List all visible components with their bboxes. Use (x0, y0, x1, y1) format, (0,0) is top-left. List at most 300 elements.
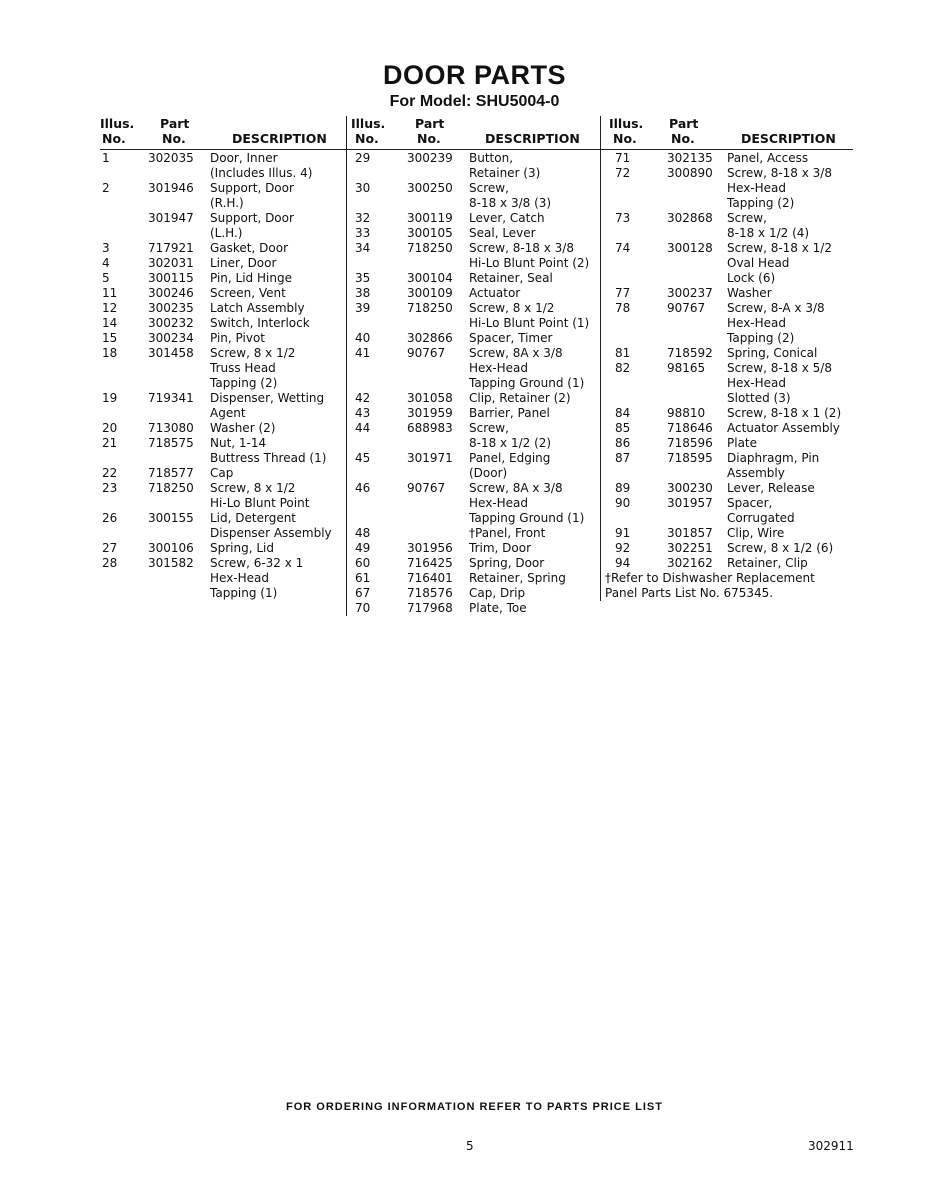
table-row (347, 346, 601, 361)
description: Screw, 8A x 3/8 (469, 346, 563, 360)
table-row (100, 571, 346, 586)
description: Pin, Lid Hinge (210, 271, 292, 285)
description: Hex-Head (210, 571, 270, 585)
part-no: 716401 (407, 571, 453, 585)
table-row (100, 181, 346, 196)
illus-no: 5 (102, 271, 110, 285)
part-no: 302162 (667, 556, 713, 570)
part-no: 301947 (148, 211, 194, 225)
part-no-header: No. (417, 131, 441, 146)
table-row (100, 316, 346, 331)
description: (Includes Illus. 4) (210, 166, 313, 180)
part-no: 301058 (407, 391, 453, 405)
description: Screw, 6-32 x 1 (210, 556, 304, 570)
part-no: 300106 (148, 541, 194, 555)
table-row (347, 301, 601, 316)
description: Hi-Lo Blunt Point (210, 496, 310, 510)
part-no: 301959 (407, 406, 453, 420)
model-subtitle: For Model: SHU5004-0 (389, 93, 560, 110)
column-header (100, 116, 346, 150)
table-row (347, 391, 601, 406)
table-row (100, 481, 346, 496)
description: Washer (2) (210, 421, 276, 435)
table-row (100, 496, 346, 511)
description: 8-18 x 1/2 (4) (727, 226, 810, 240)
table-row (601, 541, 853, 556)
parts-column-3 (600, 116, 853, 601)
table-row (347, 571, 601, 586)
part-no: 716425 (407, 556, 453, 570)
table-row (347, 421, 601, 436)
table-row (100, 586, 346, 601)
illus-no: 41 (355, 346, 371, 360)
part-no: 302135 (667, 151, 713, 165)
table-row (100, 436, 346, 451)
part-no: 718595 (667, 451, 713, 465)
illus-no: 86 (615, 436, 631, 450)
description: Screw, 8-A x 3/8 (727, 301, 825, 315)
rows-container (100, 150, 346, 601)
table-row (601, 211, 853, 226)
illus-no: 78 (615, 301, 631, 315)
table-row (347, 376, 601, 391)
illus-no: 33 (355, 226, 371, 240)
illus-no: 49 (355, 541, 371, 555)
description: Actuator Assembly (727, 421, 840, 435)
description: Retainer, Seal (469, 271, 553, 285)
part-no: 300105 (407, 226, 453, 240)
illus-no: 12 (102, 301, 118, 315)
description-header: DESCRIPTION (485, 131, 580, 146)
description: Clip, Retainer (2) (469, 391, 571, 405)
table-row (347, 361, 601, 376)
table-row (347, 556, 601, 571)
part-no: 98810 (667, 406, 706, 420)
illus-no: 82 (615, 361, 631, 375)
description: Tapping (2) (210, 376, 278, 390)
description: Assembly (727, 466, 785, 480)
part-no: 688983 (407, 421, 453, 435)
part-no: 300246 (148, 286, 194, 300)
table-row (601, 346, 853, 361)
description: Lever, Catch (469, 211, 545, 225)
part-no: 718576 (407, 586, 453, 600)
document-number: 302911 (808, 1139, 854, 1153)
table-row (347, 211, 601, 226)
table-row (601, 436, 853, 451)
illus-no: 27 (102, 541, 118, 555)
table-row (347, 286, 601, 301)
table-row (100, 376, 346, 391)
description: Spring, Door (469, 556, 545, 570)
rows-container (347, 150, 601, 616)
page-number: 5 (466, 1139, 474, 1153)
table-row (100, 526, 346, 541)
illus-no: 91 (615, 526, 631, 540)
description: Tapping Ground (1) (469, 376, 585, 390)
illus-no: 45 (355, 451, 371, 465)
illus-header: Illus. (100, 116, 135, 131)
description: Screw, 8-18 x 1 (2) (727, 406, 842, 420)
part-header: Part (669, 116, 699, 131)
illus-no: 44 (355, 421, 371, 435)
table-row (601, 511, 853, 526)
description: Screw, 8-18 x 3/8 (469, 241, 574, 255)
table-row (601, 361, 853, 376)
table-row (347, 436, 601, 451)
table-row (100, 331, 346, 346)
part-no: 300890 (667, 166, 713, 180)
table-row (100, 556, 346, 571)
illus-no: 32 (355, 211, 371, 225)
part-no: 301971 (407, 451, 453, 465)
description: Hex-Head (727, 376, 787, 390)
footnote-line: Panel Parts List No. 675345. (605, 586, 774, 600)
description: Switch, Interlock (210, 316, 310, 330)
description: Tapping Ground (1) (469, 511, 585, 525)
part-no: 718250 (407, 301, 453, 315)
illus-no: 74 (615, 241, 631, 255)
illus-no: 20 (102, 421, 118, 435)
illus-no: 46 (355, 481, 371, 495)
part-no: 718250 (407, 241, 453, 255)
description: Screw, (469, 181, 509, 195)
illus-no: 38 (355, 286, 371, 300)
description: Spring, Lid (210, 541, 274, 555)
table-row (100, 211, 346, 226)
table-row (601, 271, 853, 286)
illus-no: 81 (615, 346, 631, 360)
part-no: 300237 (667, 286, 713, 300)
description: Plate, Toe (469, 601, 527, 615)
column-header (601, 116, 853, 150)
table-row (347, 586, 601, 601)
table-row (601, 556, 853, 571)
description: Lid, Detergent (210, 511, 297, 525)
part-no: 719341 (148, 391, 194, 405)
description: Seal, Lever (469, 226, 536, 240)
description: Spacer, Timer (469, 331, 553, 345)
description: Hi-Lo Blunt Point (1) (469, 316, 590, 330)
table-row (100, 391, 346, 406)
table-row (100, 271, 346, 286)
illus-no: 72 (615, 166, 631, 180)
table-row (347, 601, 601, 616)
description: Screw, 8 x 1/2 (6) (727, 541, 834, 555)
description: Hex-Head (727, 316, 787, 330)
description: Actuator (469, 286, 521, 300)
table-row (100, 421, 346, 436)
table-row (347, 166, 601, 181)
description: Screw, (727, 211, 767, 225)
part-no-header: No. (671, 131, 695, 146)
description: Nut, 1-14 (210, 436, 267, 450)
part-no: 300115 (148, 271, 194, 285)
illus-no: 34 (355, 241, 371, 255)
illus-no: 89 (615, 481, 631, 495)
illus-no: 61 (355, 571, 371, 585)
description: Retainer (3) (469, 166, 541, 180)
description: Screen, Vent (210, 286, 286, 300)
illus-no: 43 (355, 406, 371, 420)
table-row (100, 451, 346, 466)
table-row (347, 196, 601, 211)
illus-no: 67 (355, 586, 371, 600)
part-no: 718250 (148, 481, 194, 495)
part-no: 302031 (148, 256, 194, 270)
description: Clip, Wire (727, 526, 785, 540)
part-no: 302866 (407, 331, 453, 345)
illus-no: 71 (615, 151, 631, 165)
part-no: 718575 (148, 436, 194, 450)
part-no: 300128 (667, 241, 713, 255)
illus-no: 1 (102, 151, 110, 165)
part-no: 98165 (667, 361, 706, 375)
description: Hex-Head (727, 181, 787, 195)
table-row (347, 181, 601, 196)
illus-no: 4 (102, 256, 110, 270)
description: Liner, Door (210, 256, 277, 270)
part-no: 300230 (667, 481, 713, 495)
table-row (601, 376, 853, 391)
description: Cap (210, 466, 234, 480)
illus-no: 35 (355, 271, 371, 285)
description: Panel, Edging (469, 451, 551, 465)
description: Trim, Door (469, 541, 532, 555)
table-row (601, 496, 853, 511)
ordering-info-footer: FOR ORDERING INFORMATION REFER TO PARTS PRICE LIST (286, 1101, 663, 1113)
illus-no: 42 (355, 391, 371, 405)
description: Support, Door (210, 211, 294, 225)
illus-no: 29 (355, 151, 371, 165)
part-no: 90767 (667, 301, 706, 315)
description: Truss Head (210, 361, 276, 375)
illus-no: 94 (615, 556, 631, 570)
illus-no: 14 (102, 316, 118, 330)
description: Retainer, Spring (469, 571, 566, 585)
table-row (347, 466, 601, 481)
illus-no: 40 (355, 331, 371, 345)
part-no: 717968 (407, 601, 453, 615)
table-row (601, 196, 853, 211)
illus-no: 92 (615, 541, 631, 555)
table-row (601, 526, 853, 541)
table-row (601, 301, 853, 316)
part-no: 301957 (667, 496, 713, 510)
description: Screw, 8 x 1/2 (210, 481, 296, 495)
part-no: 302251 (667, 541, 713, 555)
table-row (347, 331, 601, 346)
table-row (601, 166, 853, 181)
description-header: DESCRIPTION (741, 131, 836, 146)
table-row (347, 256, 601, 271)
table-row (601, 241, 853, 256)
part-no: 713080 (148, 421, 194, 435)
table-row (601, 421, 853, 436)
part-no-header: No. (162, 131, 186, 146)
part-no: 300235 (148, 301, 194, 315)
description: Hi-Lo Blunt Point (2) (469, 256, 590, 270)
part-no: 301956 (407, 541, 453, 555)
table-row (601, 181, 853, 196)
table-row (601, 331, 853, 346)
description: Screw, 8-18 x 3/8 (727, 166, 832, 180)
description: Plate (727, 436, 758, 450)
column-header (347, 116, 601, 150)
illus-no: 26 (102, 511, 118, 525)
table-row (601, 316, 853, 331)
description: Screw, 8-18 x 1/2 (727, 241, 832, 255)
description: Panel, Access (727, 151, 809, 165)
part-no: 718577 (148, 466, 194, 480)
illus-no: 19 (102, 391, 118, 405)
table-row (601, 391, 853, 406)
table-row (100, 466, 346, 481)
table-row (100, 406, 346, 421)
parts-column-1 (100, 116, 346, 601)
part-header: Part (415, 116, 445, 131)
illus-no: 48 (355, 526, 371, 540)
table-row (601, 256, 853, 271)
table-row (601, 286, 853, 301)
description: Spring, Conical (727, 346, 818, 360)
rows-container (601, 150, 853, 601)
table-row (100, 301, 346, 316)
table-row (347, 226, 601, 241)
part-no: 300119 (407, 211, 453, 225)
footnote-line: †Refer to Dishwasher Replacement (605, 571, 815, 585)
table-row (347, 541, 601, 556)
description: Cap, Drip (469, 586, 526, 600)
description: Lock (6) (727, 271, 776, 285)
table-row (601, 406, 853, 421)
parts-column-2 (346, 116, 601, 616)
illus-no: 23 (102, 481, 118, 495)
illus-no-header: No. (355, 131, 379, 146)
part-no: 302035 (148, 151, 194, 165)
description: Oval Head (727, 256, 790, 270)
table-row (601, 226, 853, 241)
part-no: 301857 (667, 526, 713, 540)
table-row (601, 451, 853, 466)
table-row (347, 511, 601, 526)
illus-no: 22 (102, 466, 118, 480)
table-row (100, 511, 346, 526)
part-no: 300234 (148, 331, 194, 345)
illus-no: 21 (102, 436, 118, 450)
description: Spacer, (727, 496, 773, 510)
illus-no: 30 (355, 181, 371, 195)
table-row (100, 346, 346, 361)
description: Washer (727, 286, 772, 300)
table-row (100, 151, 346, 166)
description: Gasket, Door (210, 241, 288, 255)
page-title: DOOR PARTS (382, 60, 566, 90)
description: Dispenser Assembly (210, 526, 332, 540)
table-row (347, 241, 601, 256)
illus-no: 3 (102, 241, 110, 255)
part-no: 717921 (148, 241, 194, 255)
description: Corrugated (727, 511, 795, 525)
table-row (347, 451, 601, 466)
description: Tapping (1) (210, 586, 278, 600)
table-row (347, 481, 601, 496)
illus-no-header: No. (613, 131, 637, 146)
description: Screw, 8 x 1/2 (469, 301, 555, 315)
description: Lever, Release (727, 481, 815, 495)
description: Screw, (469, 421, 509, 435)
description: 8-18 x 1/2 (2) (469, 436, 552, 450)
description: Latch Assembly (210, 301, 305, 315)
illus-no: 87 (615, 451, 631, 465)
description: Screw, 8 x 1/2 (210, 346, 296, 360)
illus-no: 11 (102, 286, 118, 300)
table-row (100, 226, 346, 241)
table-row (100, 166, 346, 181)
description: Screw, 8-18 x 5/8 (727, 361, 832, 375)
table-row (100, 256, 346, 271)
description: Support, Door (210, 181, 294, 195)
description: Agent (210, 406, 246, 420)
description: Diaphragm, Pin (727, 451, 820, 465)
part-no: 300104 (407, 271, 453, 285)
table-row (347, 526, 601, 541)
part-no: 302868 (667, 211, 713, 225)
illus-no: 60 (355, 556, 371, 570)
illus-no: 15 (102, 331, 118, 345)
table-row (347, 406, 601, 421)
description: Tapping (2) (727, 331, 795, 345)
description: Door, Inner (210, 151, 278, 165)
illus-no: 85 (615, 421, 631, 435)
part-header: Part (160, 116, 190, 131)
table-row (100, 241, 346, 256)
illus-no: 28 (102, 556, 118, 570)
illus-no: 84 (615, 406, 631, 420)
description: Tapping (2) (727, 196, 795, 210)
description: Hex-Head (469, 496, 529, 510)
illus-no: 73 (615, 211, 631, 225)
part-no: 301458 (148, 346, 194, 360)
table-row (347, 496, 601, 511)
part-no: 300232 (148, 316, 194, 330)
description: Slotted (3) (727, 391, 791, 405)
description: (L.H.) (210, 226, 243, 240)
description: Screw, 8A x 3/8 (469, 481, 563, 495)
description: Buttress Thread (1) (210, 451, 327, 465)
table-row (347, 271, 601, 286)
part-no: 300155 (148, 511, 194, 525)
illus-no: 18 (102, 346, 118, 360)
part-no: 301582 (148, 556, 194, 570)
description-header: DESCRIPTION (232, 131, 327, 146)
illus-no-header: No. (102, 131, 126, 146)
illus-header: Illus. (609, 116, 644, 131)
part-no: 301946 (148, 181, 194, 195)
part-no: 300250 (407, 181, 453, 195)
description: Pin, Pivot (210, 331, 265, 345)
table-row (347, 151, 601, 166)
description: Hex-Head (469, 361, 529, 375)
part-no: 718596 (667, 436, 713, 450)
table-row (601, 481, 853, 496)
illus-no: 2 (102, 181, 110, 195)
description: (R.H.) (210, 196, 244, 210)
table-row (100, 286, 346, 301)
description: (Door) (469, 466, 508, 480)
description: Button, (469, 151, 514, 165)
part-no: 300109 (407, 286, 453, 300)
